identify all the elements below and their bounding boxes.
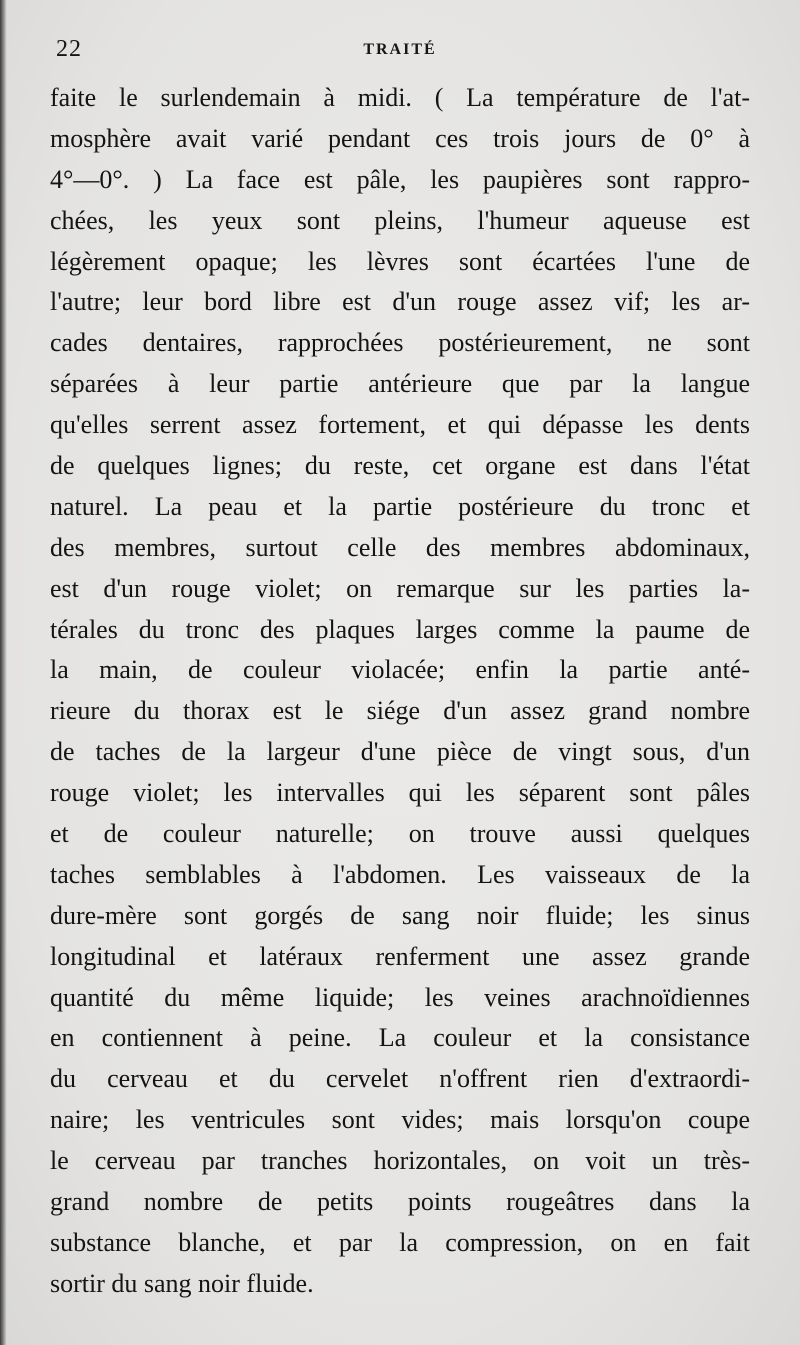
text-line: séparées à leur partie antérieure que par la langue	[50, 369, 750, 399]
text-line: l'autre; leur bord libre est d'un rouge assez vif; les ar-	[50, 287, 750, 317]
page-edge-shadow	[0, 0, 7, 1345]
text-line: de quelques lignes; du reste, cet organe est dans l'état	[50, 451, 750, 481]
text-line: naturel. La peau et la partie postérieure du tronc et	[50, 491, 750, 521]
text-line: naire; les ventricules sont vides; mais lorsqu'on coupe	[50, 1105, 750, 1135]
body-text	[50, 78, 750, 1305]
text-line: quantité du même liquide; les veines arachnoïdiennes	[50, 982, 750, 1012]
text-line: est d'un rouge violet; on remarque sur les parties la-	[50, 573, 750, 603]
page-number: 22	[56, 36, 82, 62]
text-line: qu'elles serrent assez fortement, et qui dépasse les dents	[50, 410, 750, 440]
text-line: du cerveau et du cervelet n'offrent rien d'extraordi-	[50, 1064, 750, 1094]
text-line: térales du tronc des plaques larges comme la paume de	[50, 614, 750, 644]
text-line: le cerveau par tranches horizontales, on voit un très-	[50, 1146, 750, 1176]
text-line: légèrement opaque; les lèvres sont écartées l'une de	[50, 246, 750, 276]
text-line-last: sortir du sang noir fluide.	[50, 1268, 314, 1298]
text-line: grand nombre de petits points rougeâtres dans la	[50, 1187, 750, 1217]
text-line: longitudinal et latéraux renferment une assez grande	[50, 941, 750, 971]
text-line: rieure du thorax est le siége d'un assez grand nombre	[50, 696, 750, 726]
text-line: substance blanche, et par la compression, on en fait	[50, 1227, 750, 1257]
text-line: 4°—0°. ) La face est pâle, les paupières sont rappro-	[50, 164, 750, 194]
running-title: TRAITÉ	[363, 41, 437, 58]
text-line: la main, de couleur violacée; enfin la partie anté-	[50, 655, 750, 685]
text-line: des membres, surtout celle des membres abdominaux,	[50, 532, 750, 562]
text-line: chées, les yeux sont pleins, l'humeur aqueuse est	[50, 205, 750, 235]
page-header	[0, 30, 800, 70]
text-line: faite le surlendemain à midi. ( La température de l'at-	[50, 83, 750, 112]
text-line: taches semblables à l'abdomen. Les vaisseaux de la	[50, 859, 750, 889]
text-line: rouge violet; les intervalles qui les séparent sont pâles	[50, 778, 750, 808]
text-line: dure-mère sont gorgés de sang noir fluide; les sinus	[50, 900, 750, 930]
text-line: en contiennent à peine. La couleur et la consistance	[50, 1023, 750, 1053]
text-line: mosphère avait varié pendant ces trois jours de 0° à	[50, 123, 750, 153]
text-line: et de couleur naturelle; on trouve aussi quelques	[50, 819, 750, 849]
text-line: de taches de la largeur d'une pièce de vingt sous, d'un	[50, 737, 750, 767]
text-line: cades dentaires, rapprochées postérieurement, ne sont	[50, 328, 750, 358]
